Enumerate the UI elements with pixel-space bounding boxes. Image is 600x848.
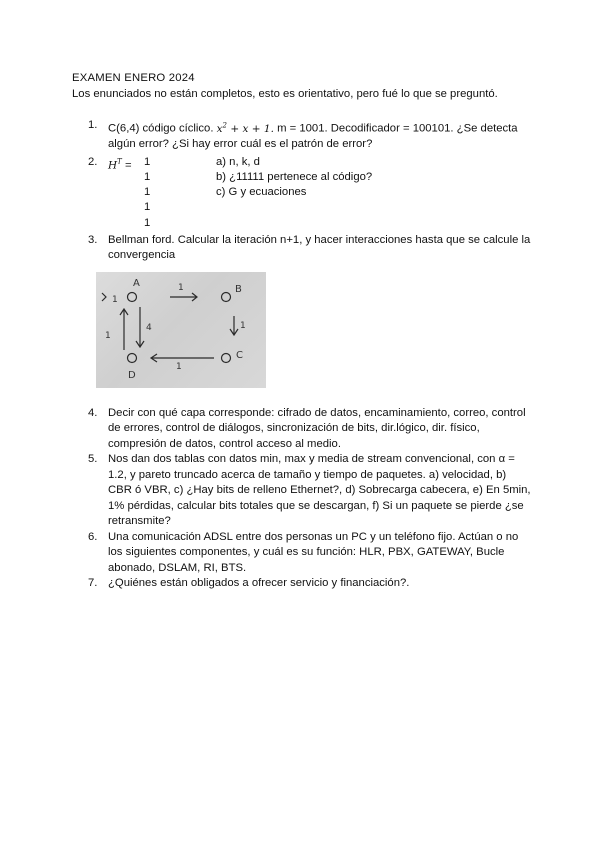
node-label-c: C: [236, 349, 243, 361]
node-b-circle: [222, 292, 231, 301]
question-number: 4.: [88, 406, 98, 419]
ht-matrix-column: [144, 155, 150, 231]
node-d-circle: [128, 353, 137, 362]
question-number: 3.: [88, 233, 98, 246]
question-number: 6.: [88, 530, 98, 543]
question-number: 2.: [88, 155, 98, 168]
edge-weight-ab: 1: [178, 282, 184, 293]
question-5-text: Nos dan dos tablas con datos min, max y media de stream convencional, con α = 1.2, y pareto truncado acerca de tamaño y tiempo de paquetes. a) velocidad, b) CBR ó VBR, c) ¿Hay bits de relleno Ethernet?, d) Sobrecarga cabecera, e) En 5min, 1% pérdidas, calcular bits totales que se descargan, f) Si un paquete se pierde ¿se retransmite?: [108, 453, 531, 527]
question-1: [72, 118, 532, 153]
edge-weight-da: 1: [105, 330, 111, 341]
matrix-entry: 1: [144, 170, 151, 183]
edge-weight-stub: 1: [112, 294, 118, 305]
node-a-circle: [128, 292, 137, 301]
exam-title: EXAMEN ENERO 2024: [72, 72, 195, 84]
edge-b-c: [230, 316, 238, 335]
question-7: [72, 576, 532, 592]
question-7-text: ¿Quiénes están obligados a ofrecer servicio y financiación?.: [108, 577, 410, 589]
question-5: [72, 452, 532, 530]
question-1-text-b: m = 1001. Decodificador = 100101. ¿Se detecta algún error? ¿Si hay error cuál es el patrón de error?: [108, 122, 518, 150]
ht-matrix-label: $H^T$ =: [108, 157, 132, 171]
question-4-text: Decir con qué capa corresponde: cifrado de datos, encaminamiento, correo, control de errores, control de diálogos, sincronización de bits, dir.lógico, dir. físico, compresión de datos, control acceso al medio.: [108, 406, 526, 450]
matrix-entry: 1: [144, 186, 151, 199]
question-3: [72, 233, 532, 388]
edge-weight-ad: 4: [146, 322, 152, 333]
question-number: 5.: [88, 453, 98, 465]
question-3-text: Bellman ford. Calcular la iteración n+1, y hacer interacciones hasta que se calcule la convergencia: [108, 233, 531, 261]
matrix-entry: 1: [144, 201, 151, 214]
edge-a-d: [136, 307, 144, 347]
question-1-text-a: C(6,4) código cíclico.: [108, 122, 214, 135]
matrix-entry: 1: [144, 155, 151, 168]
edge-d-a: [120, 309, 128, 350]
question-2-options: [216, 155, 372, 201]
node-label-a: A: [133, 277, 140, 289]
edge-weight-cd: 1: [176, 361, 182, 372]
generator-polynomial: $x^2 + x + 1$.: [216, 121, 274, 135]
exam-intro: Los enunciados no están completos, esto es orientativo, pero fué lo que se preguntó.: [72, 88, 498, 100]
option-a: a) n, k, d: [216, 155, 260, 168]
question-number: 1.: [88, 119, 98, 131]
node-c-circle: [222, 353, 231, 362]
node-label-b: B: [235, 283, 242, 295]
edge-weight-bc: 1: [240, 320, 246, 331]
question-list: [72, 118, 532, 592]
option-b: b) ¿11111 pertenece al código?: [216, 170, 373, 183]
bellman-ford-diagram: [96, 272, 266, 388]
question-4: [72, 406, 532, 453]
question-6-text: Una comunicación ADSL entre dos personas un PC y un teléfono fijo. Actúan o no los siguientes componentes, y cuál es su función: HLR, PBX, GATEWAY, Bucle abonado, DSLAM, RI, BTS.: [108, 530, 519, 574]
question-2: [72, 155, 532, 233]
node-label-d: D: [128, 369, 136, 381]
option-c: c) G y ecuaciones: [216, 186, 307, 199]
edge-c-d: [151, 354, 214, 362]
edge-a-b: [170, 293, 197, 301]
question-number: 7.: [88, 577, 98, 589]
matrix-entry: 1: [144, 216, 151, 229]
edge-left-stub: [102, 293, 106, 301]
question-6: [72, 530, 532, 577]
